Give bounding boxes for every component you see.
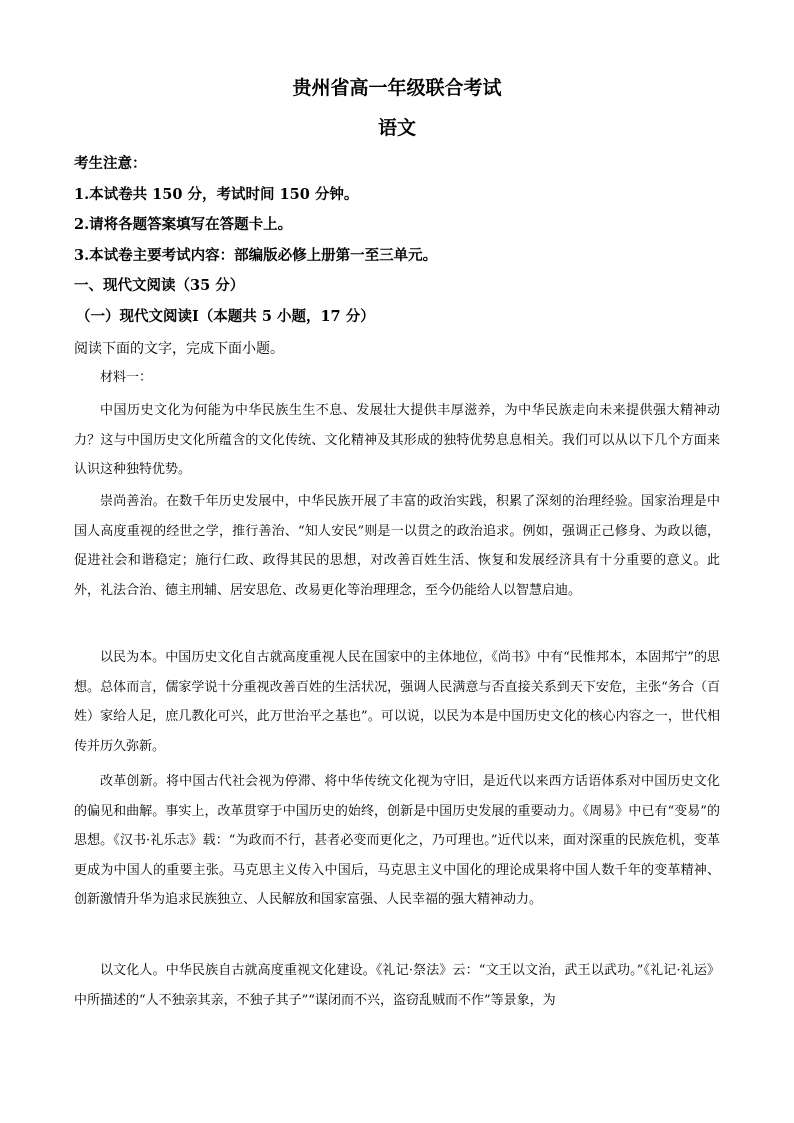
- paragraph: 以文化人。中华民族自古就高度重视文化建设。《礼记·祭法》云：“文王以文治，武王以武功。”《礼记·礼运》中所描述的“人不独亲其亲，不独子其子”“谋闭而不兴，盗窃乱贼而不作”等景象，为: [74, 963, 720, 1008]
- reading-instruction: 阅读下面的文字，完成下面小题。: [74, 341, 284, 357]
- subsection-heading: （一）现代文阅读Ⅰ（本题共 5 小题，17 分）: [76, 308, 375, 325]
- subject-title: 语文: [377, 117, 416, 139]
- notes-heading: 考生注意：: [74, 155, 147, 172]
- paragraph: 改革创新。将中国古代社会视为停滞、将中华传统文化视为守旧，是近代以来西方话语体系对中国历史文化的偏见和曲解。事实上，改革贯穿于中国历史的始终，创新是中国历史发展的重要动力。《周易》中已有“变易”的思想。《汉书·礼乐志》载：“为政而不行，甚者必变而更化之，乃可理也。”近代以来，面对深重的民族危机，变革更成为中国人的重要主张。马克思主义传入中国后，马克思主义中国化的理论成果将中国人数千年的变革精神、创新激情升华为追求民族独立、人民解放和国家富强、人民幸福的强大精神动力。: [74, 774, 720, 907]
- paragraph: 以民为本。中国历史文化自古就高度重视人民在国家中的主体地位，《尚书》中有“民惟邦本，本固邦宁”的思想。总体而言，儒家学说十分重视改善百姓的生活状况，强调人民满意与否直接关系到天下安危，主张“务合（百姓）家给人足，庶几教化可兴，此万世治平之基也”。可以说，以民为本是中国历史文化的核心内容之一，世代相传并历久弥新。: [74, 650, 720, 754]
- section-heading: 一、现代文阅读（35 分）: [74, 277, 245, 294]
- note-item: 2.请将各题答案填写在答题卡上。: [74, 216, 293, 233]
- note-item: 1.本试卷共 150 分，考试时间 150 分钟。: [74, 186, 359, 203]
- paragraph: 崇尚善治。在数千年历史发展中，中华民族开展了丰富的政治实践，积累了深刻的治理经验。国家治理是中国人高度重视的经世之学，推行善治、“知人安民”则是一以贯之的政治追求。例如，强调正己修身、为政以德，促进社会和谐稳定；施行仁政、政得其民的思想，对改善百姓生活、恢复和发展经济具有十分重要的意义。此外，礼法合治、德主刑辅、居安思危、改易更化等治理理念，至今仍能给人以智慧启迪。: [74, 494, 720, 598]
- material-label: 材料一：: [100, 370, 153, 385]
- exam-title: 贵州省高一年级联合考试: [292, 77, 502, 99]
- note-item: 3.本试卷主要考试内容：部编版必修上册第一至三单元。: [74, 247, 438, 264]
- paragraph: 中国历史文化为何能为中华民族生生不息、发展壮大提供丰厚滋养，为中华民族走向未来提供强大精神动力？这与中国历史文化所蕴含的文化传统、文化精神及其形成的独特优势息息相关。我们可以从以下几个方面来认识这种独特优势。: [74, 403, 720, 477]
